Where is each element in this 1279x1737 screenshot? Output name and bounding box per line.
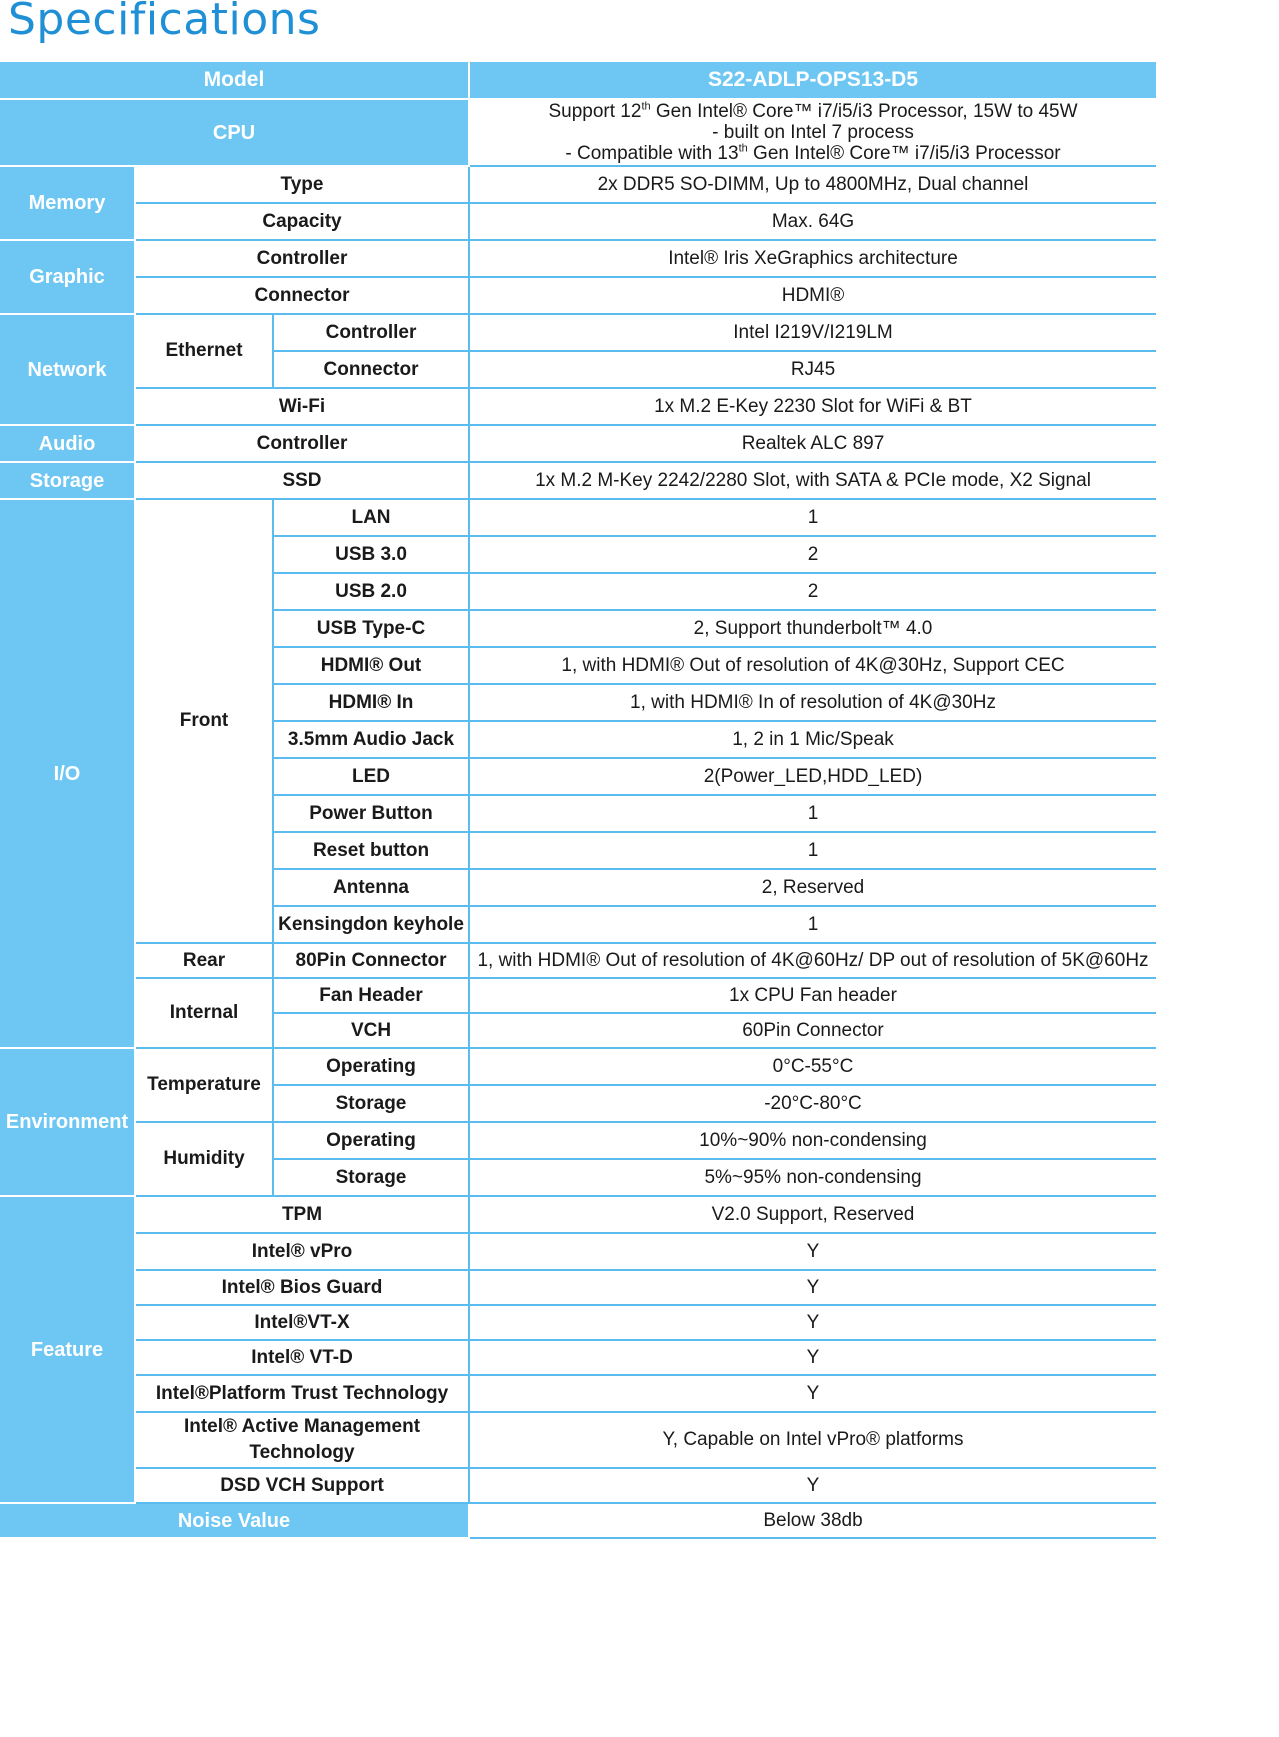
audio-controller-value: Realtek ALC 897 xyxy=(469,425,1156,462)
io-front-item-value: 1 xyxy=(469,795,1156,832)
memory-type-value: 2x DDR5 SO-DIMM, Up to 4800MHz, Dual channel xyxy=(469,166,1156,203)
feature-item-value: Y, Capable on Intel vPro® platforms xyxy=(469,1412,1156,1468)
table-row xyxy=(0,99,1156,166)
feature-item-value: Y xyxy=(469,1305,1156,1340)
table-row xyxy=(0,1340,1156,1375)
graphic-controller-label: Controller xyxy=(135,240,469,277)
cpu-line-3: - Compatible with 13th Gen Intel® Core™ i7/i5/i3 Processor xyxy=(565,142,1061,164)
io-front-item-value: 2, Reserved xyxy=(469,869,1156,906)
io-front-item-label: HDMI® In xyxy=(273,684,469,721)
graphic-label: Graphic xyxy=(0,240,135,314)
ethernet-controller-value: Intel I219V/I219LM xyxy=(469,314,1156,351)
ssd-value: 1x M.2 M-Key 2242/2280 Slot, with SATA & PCIe mode, X2 Signal xyxy=(469,462,1156,499)
table-row xyxy=(0,1375,1156,1412)
io-front-item-value: 1 xyxy=(469,906,1156,943)
ethernet-label: Ethernet xyxy=(135,314,273,388)
table-row xyxy=(0,978,1156,1013)
feature-item-label: Intel®Platform Trust Technology xyxy=(135,1375,469,1412)
io-front-item-label: USB 2.0 xyxy=(273,573,469,610)
audio-label: Audio xyxy=(0,425,135,462)
environment-label: Environment xyxy=(0,1048,135,1196)
io-front-item-value: 1 xyxy=(469,499,1156,536)
table-row xyxy=(0,499,1156,536)
io-front-item-label: LAN xyxy=(273,499,469,536)
page-title: Specifications xyxy=(8,0,321,45)
memory-label: Memory xyxy=(0,166,135,240)
io-front-item-value: 1 xyxy=(469,832,1156,869)
humidity-label: Humidity xyxy=(135,1122,273,1196)
io-internal-item-label: Fan Header xyxy=(273,978,469,1013)
table-row xyxy=(0,1048,1156,1085)
temp-storage-label: Storage xyxy=(273,1085,469,1122)
io-rear-item-value: 1, with HDMI® Out of resolution of 4K@60Hz/ DP out of resolution of 5K@60Hz xyxy=(469,943,1156,978)
feature-item-value: V2.0 Support, Reserved xyxy=(469,1196,1156,1233)
model-value: S22-ADLP-OPS13-D5 xyxy=(469,61,1156,99)
model-label: Model xyxy=(0,61,469,99)
io-front-item-value: 2(Power_LED,HDD_LED) xyxy=(469,758,1156,795)
io-front-item-value: 2 xyxy=(469,536,1156,573)
io-internal-item-value: 60Pin Connector xyxy=(469,1013,1156,1048)
network-label: Network xyxy=(0,314,135,425)
table-row xyxy=(0,1503,1156,1538)
table-row xyxy=(0,462,1156,499)
ssd-label: SSD xyxy=(135,462,469,499)
io-front-item-label: Power Button xyxy=(273,795,469,832)
hum-operating-value: 10%~90% non-condensing xyxy=(469,1122,1156,1159)
io-front-item-value: 2, Support thunderbolt™ 4.0 xyxy=(469,610,1156,647)
storage-label: Storage xyxy=(0,462,135,499)
wifi-value: 1x M.2 E-Key 2230 Slot for WiFi & BT xyxy=(469,388,1156,425)
feature-item-value: Y xyxy=(469,1375,1156,1412)
io-front-item-value: 2 xyxy=(469,573,1156,610)
memory-capacity-label: Capacity xyxy=(135,203,469,240)
table-row xyxy=(0,203,1156,240)
table-row xyxy=(0,61,1156,99)
memory-type-label: Type xyxy=(135,166,469,203)
feature-item-label: TPM xyxy=(135,1196,469,1233)
hum-operating-label: Operating xyxy=(273,1122,469,1159)
graphic-connector-value: HDMI® xyxy=(469,277,1156,314)
graphic-connector-label: Connector xyxy=(135,277,469,314)
io-front-item-label: USB Type-C xyxy=(273,610,469,647)
io-front-label: Front xyxy=(135,499,273,943)
noise-value: Below 38db xyxy=(469,1503,1156,1538)
io-label: I/O xyxy=(0,499,135,1048)
io-front-item-label: Antenna xyxy=(273,869,469,906)
feature-item-label: Intel® Bios Guard xyxy=(135,1270,469,1305)
table-row xyxy=(0,1468,1156,1503)
ethernet-connector-value: RJ45 xyxy=(469,351,1156,388)
graphic-controller-value: Intel® Iris XeGraphics architecture xyxy=(469,240,1156,277)
table-row xyxy=(0,1122,1156,1159)
io-front-item-value: 1, with HDMI® Out of resolution of 4K@30Hz, Support CEC xyxy=(469,647,1156,684)
io-front-item-value: 1, 2 in 1 Mic/Speak xyxy=(469,721,1156,758)
feature-item-value: Y xyxy=(469,1340,1156,1375)
ethernet-connector-label: Connector xyxy=(273,351,469,388)
table-row xyxy=(0,314,1156,351)
hum-storage-value: 5%~95% non-condensing xyxy=(469,1159,1156,1196)
io-rear-item-label: 80Pin Connector xyxy=(273,943,469,978)
table-row xyxy=(0,1305,1156,1340)
table-row xyxy=(0,1196,1156,1233)
table-row xyxy=(0,1270,1156,1305)
memory-capacity-value: Max. 64G xyxy=(469,203,1156,240)
io-front-item-value: 1, with HDMI® In of resolution of 4K@30Hz xyxy=(469,684,1156,721)
table-row xyxy=(0,240,1156,277)
temperature-label: Temperature xyxy=(135,1048,273,1122)
temp-operating-label: Operating xyxy=(273,1048,469,1085)
feature-item-label: Intel® vPro xyxy=(135,1233,469,1270)
table-row xyxy=(0,166,1156,203)
io-internal-item-value: 1x CPU Fan header xyxy=(469,978,1156,1013)
feature-item-label: Intel®VT-X xyxy=(135,1305,469,1340)
io-internal-label: Internal xyxy=(135,978,273,1048)
feature-item-value: Y xyxy=(469,1468,1156,1503)
io-front-item-label: Reset button xyxy=(273,832,469,869)
cpu-label: CPU xyxy=(0,99,469,166)
io-front-item-label: Kensingdon keyhole xyxy=(273,906,469,943)
noise-label: Noise Value xyxy=(0,1503,469,1538)
io-internal-item-label: VCH xyxy=(273,1013,469,1048)
table-row xyxy=(0,388,1156,425)
table-row xyxy=(0,1412,1156,1468)
io-rear-label: Rear xyxy=(135,943,273,978)
cpu-line-2: - built on Intel 7 process xyxy=(712,122,914,143)
wifi-label: Wi-Fi xyxy=(135,388,469,425)
table-row xyxy=(0,943,1156,978)
io-front-item-label: HDMI® Out xyxy=(273,647,469,684)
io-front-item-label: LED xyxy=(273,758,469,795)
feature-item-label: Intel® VT-D xyxy=(135,1340,469,1375)
feature-item-label: DSD VCH Support xyxy=(135,1468,469,1503)
feature-label: Feature xyxy=(0,1196,135,1503)
table-row xyxy=(0,277,1156,314)
temp-storage-value: -20°C-80°C xyxy=(469,1085,1156,1122)
hum-storage-label: Storage xyxy=(273,1159,469,1196)
audio-controller-label: Controller xyxy=(135,425,469,462)
temp-operating-value: 0°C-55°C xyxy=(469,1048,1156,1085)
feature-item-value: Y xyxy=(469,1270,1156,1305)
io-front-item-label: 3.5mm Audio Jack xyxy=(273,721,469,758)
cpu-value xyxy=(469,99,1156,166)
feature-item-label: Intel® Active Management Technology xyxy=(135,1412,469,1468)
table-row xyxy=(0,1233,1156,1270)
feature-item-value: Y xyxy=(469,1233,1156,1270)
io-front-item-label: USB 3.0 xyxy=(273,536,469,573)
table-row xyxy=(0,425,1156,462)
cpu-line-1: Support 12th Gen Intel® Core™ i7/i5/i3 Processor, 15W to 45W xyxy=(548,100,1078,122)
specifications-table xyxy=(0,60,1156,1539)
ethernet-controller-label: Controller xyxy=(273,314,469,351)
